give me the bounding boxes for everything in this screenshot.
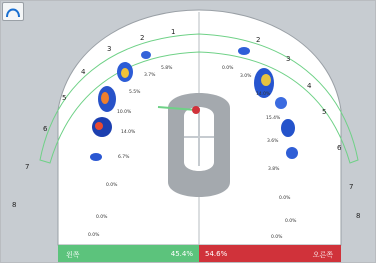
right-pct-2: 3.0% — [240, 74, 252, 79]
right-tooth-5: 5 — [322, 108, 327, 116]
left-pct-5: 14.0% — [121, 130, 136, 135]
right-tooth-6: 6 — [337, 144, 342, 152]
right-tooth-7: 7 — [349, 183, 354, 191]
left-pct-7: 0.0% — [106, 183, 118, 188]
left-pct-2: 3.7% — [144, 73, 156, 78]
left-tooth-8: 8 — [12, 201, 17, 209]
right-pct-6: 3.8% — [268, 167, 280, 172]
left-tooth-2: 2 — [140, 34, 145, 42]
right-percentage: 54.6% — [205, 250, 228, 258]
right-pct-4: 15.4% — [266, 116, 281, 121]
left-tooth-7: 7 — [25, 163, 30, 171]
right-tooth-2: 2 — [256, 36, 261, 44]
left-tooth-6: 6 — [43, 125, 48, 133]
right-tooth-4: 4 — [307, 82, 312, 90]
right-pct-7: 0.0% — [279, 196, 291, 201]
left-pct-6: 6.7% — [118, 155, 130, 160]
right-label: 오른쪽 — [312, 251, 333, 259]
left-pct-9: 0.0% — [88, 233, 100, 238]
left-pct-1: 5.8% — [161, 66, 173, 71]
left-pct-3: 5.5% — [129, 90, 141, 95]
left-tooth-3: 3 — [107, 45, 112, 53]
right-pct-9: 0.0% — [271, 235, 283, 240]
right-summary-bar — [199, 245, 341, 262]
left-label: 왼쪽 — [66, 251, 80, 259]
left-tooth-1: 1 — [171, 28, 176, 36]
left-tooth-5: 5 — [62, 94, 67, 102]
right-tooth-3: 3 — [286, 55, 291, 63]
left-pct-4: 10.0% — [117, 110, 132, 115]
left-summary-bar — [58, 245, 199, 262]
right-pct-5: 3.6% — [267, 139, 279, 144]
right-pct-3: 14.0% — [256, 92, 271, 97]
center-of-force — [192, 106, 200, 114]
left-tooth-4: 4 — [81, 68, 86, 76]
right-tooth-8: 8 — [356, 212, 361, 220]
left-pct-8: 0.0% — [96, 215, 108, 220]
left-percentage: 45.4% — [170, 250, 193, 258]
right-pct-8: 0.0% — [285, 219, 297, 224]
right-pct-1: 0.0% — [222, 66, 234, 71]
